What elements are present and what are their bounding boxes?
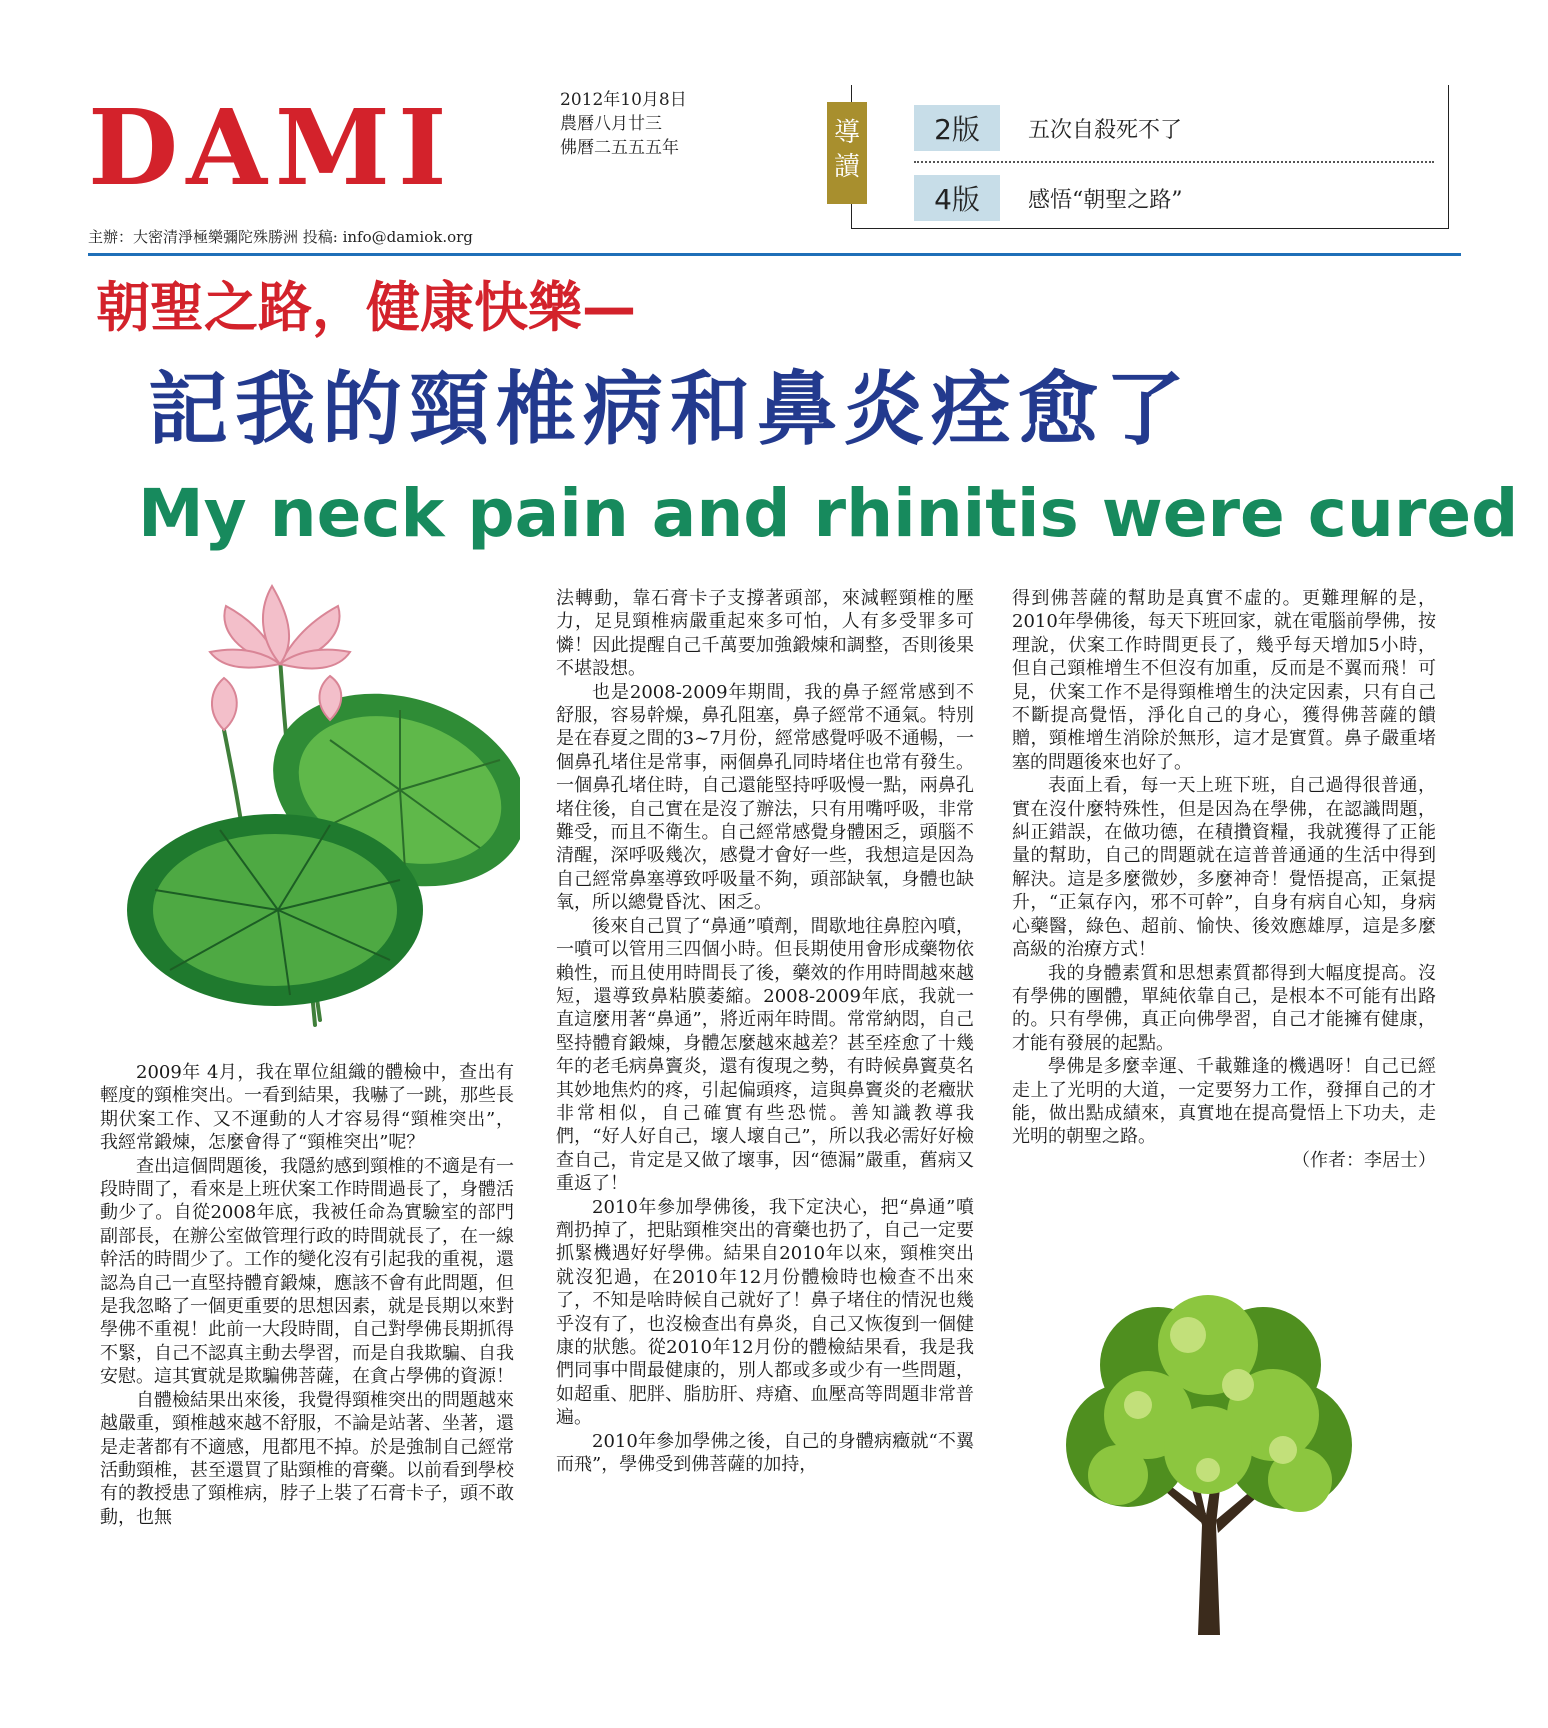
headline-line-1: 朝聖之路，健康快樂— [96, 276, 636, 339]
sponsor-line: 主辦：大密清淨極樂彌陀殊勝洲 投稿: info@damiok.org [88, 228, 473, 246]
guide-page-number: 4版 [914, 175, 1000, 221]
article-column-3 [1012, 587, 1436, 1172]
date-gregorian: 2012年10月8日 [560, 90, 687, 110]
article-paragraph: 我的身體素質和思想素質都得到大幅度提高。沒有學佛的團體，單純依靠自己，是根本不可能有出路的。只有學佛，真正向佛學習，自己才能擁有健康，才能有發展的起點。 [1012, 962, 1436, 1054]
guide-item-page-2[interactable] [914, 105, 1434, 151]
guide-tag-char: 導 [833, 118, 860, 148]
article-paragraph: 自體檢結果出來後，我覺得頸椎突出的問題越來越嚴重，頸椎越來越不舒服，不論是站著、坐著，還是走著都有不適感，甩都甩不掉。於是強制自己經常活動頸椎，甚至還買了貼頸椎的膏藥。以前看到學校有的教授患了頸椎病，脖子上裝了石膏卡子，頭不敢動，也無 [100, 1389, 514, 1528]
headline-line-2: 記我的頸椎病和鼻炎痊愈了 [148, 363, 1192, 456]
issue-dates [560, 88, 687, 160]
guide-divider [914, 161, 1434, 163]
guide-title: 感悟“朝聖之路” [1028, 187, 1183, 213]
guide-item-page-4[interactable] [914, 175, 1434, 221]
guide-page-number: 2版 [914, 105, 1000, 151]
article-paragraph: 法轉動，靠石膏卡子支撐著頭部，來減輕頸椎的壓力，足見頸椎病嚴重起來多可怕，人有多受罪多可憐！因此提醒自己千萬要加強鍛煉和調整，否則後果不堪設想。 [556, 588, 974, 680]
article-paragraph: 2010年參加學佛之後，自己的身體病癥就“不翼而飛”，學佛受到佛菩薩的加持， [556, 1430, 974, 1476]
article-paragraph: 2010年參加學佛後，我下定決心，把“鼻通”噴劑扔掉了，把貼頸椎突出的膏藥也扔了，自己一定要抓緊機遇好好學佛。結果自2010年以來，頸椎突出就沒犯過，在2010年12月份體檢時也檢查不出來了，不知是啥時候自己就好了！鼻子堵住的情況也幾乎沒有了，也沒檢查出有鼻炎，自己又恢復到一個健康的狀態。從2010年12月份的體檢結果看，我是我們同事中間最健康的，別人都或多或少有一些問題，如超重、肥胖、脂肪肝、痔瘡、血壓高等問題非常普遍。 [556, 1196, 974, 1429]
date-lunar: 農曆八月廿三 [560, 114, 662, 134]
article-column-1 [100, 1061, 514, 1529]
article-paragraph: 後來自己買了“鼻通”噴劑，間歇地往鼻腔內噴，一噴可以管用三四個小時。但長期使用會形成藥物依賴性，而且使用時間長了後，藥效的作用時間越來越短，還導致鼻粘膜萎縮。2008-2009年底，我就一直這麼用著“鼻通”，將近兩年時間。常常納悶，自己堅持體育鍛煉，身體怎麼越來越差？甚至痊愈了十幾年的老毛病鼻竇炎，還有復現之勢，有時候鼻竇莫名其妙地焦灼的疼，引起偏頭疼，這與鼻竇炎的老癥狀非常相似，自己確實有些恐慌。善知識教導我們，“好人好自己，壞人壞自己”，所以我必需好好檢查自己，肯定是又做了壞事，因“德漏”嚴重，舊病又重返了！ [556, 915, 974, 1195]
lotus-illustration [100, 580, 520, 1050]
guide-tag [827, 102, 867, 204]
headline-english: My neck pain and rhinitis were cured [138, 475, 1519, 552]
article-author: （作者：李居士） [1292, 1149, 1436, 1171]
tree-illustration [1038, 1275, 1378, 1635]
guide-title: 五次自殺死不了 [1028, 117, 1183, 143]
header-rule [88, 253, 1461, 256]
article-paragraph: 2009年 4月，我在單位組織的體檢中，查出有輕度的頸椎突出。一看到結果，我嚇了一跳，那些長期伏案工作、又不運動的人才容易得“頸椎突出”，我經常鍛煉，怎麼會得了“頸椎突出”呢？ [100, 1062, 514, 1154]
article-paragraph: 學佛是多麼幸運、千載難逢的機遇呀！自己已經走上了光明的大道，一定要努力工作，發揮自己的才能，做出點成績來，真實地在提高覺悟上下功夫，走光明的朝聖之路。 [1012, 1056, 1436, 1148]
article-paragraph: 表面上看，每一天上班下班，自己過得很普通，實在沒什麼特殊性，但是因為在學佛，在認識問題，糾正錯誤，在做功德，在積攢資糧，我就獲得了正能量的幫助，自己的問題就在這普普通通的生活中得到解決。這是多麼微妙，多麼神奇！覺悟提高，正氣提升，“正氣存內，邪不可幹”，自身有病自心知，身病心藥醫，綠色、超前、愉快、後效應雄厚，這是多麼高級的治療方式！ [1012, 775, 1436, 961]
masthead-logo: DAMI [88, 86, 455, 209]
guide-box [851, 85, 1449, 229]
article-column-2 [556, 587, 974, 1476]
article-paragraph: 得到佛菩薩的幫助是真實不虛的。更難理解的是，2010年學佛後，每天下班回家，就在電腦前學佛，按理說，伏案工作時間更長了，幾乎每天增加5小時，但自己頸椎增生不但沒有加重，反而是不翼而飛！可見，伏案工作不是得頸椎增生的決定因素，只有自己不斷提高覺悟，淨化自己的身心，獲得佛菩薩的饋贈，頸椎增生消除於無形，這才是實質。鼻子嚴重堵塞的問題後來也好了。 [1012, 588, 1436, 773]
date-buddhist: 佛曆二五五五年 [560, 138, 679, 158]
article-paragraph: 查出這個問題後，我隱約感到頸椎的不適是有一段時間了，看來是上班伏案工作時間過長了，身體活動少了。自從2008年底，我被任命為實驗室的部門副部長，在辦公室做管理行政的時間就長了，在一線幹活的時間少了。工作的變化沒有引起我的重視，還認為自己一直堅持體育鍛煉，應該不會有此問題，但是我忽略了一個更重要的思想因素，就是長期以來對學佛不重視！此前一大段時間，自己對學佛長期抓得不緊，自己不認真主動去學習，而是自我欺騙、自我安慰。這其實就是欺騙佛菩薩，在貪占學佛的資源！ [100, 1155, 514, 1388]
guide-tag-char: 讀 [833, 152, 860, 182]
article-paragraph: 也是2008-2009年期間，我的鼻子經常感到不舒服，容易幹燥，鼻孔阻塞，鼻子經常不通氣。特別是在春夏之間的3~7月份，經常感覺呼吸不通暢，一個鼻孔堵住是常事，兩個鼻孔同時堵住也常有發生。一個鼻孔堵住時，自己還能堅持呼吸慢一點，兩鼻孔堵住後，自己實在是沒了辦法，只有用嘴呼吸，非常難受，而且不衛生。自己經常感覺身體困乏，頭腦不清醒，深呼吸幾次，感覺才會好一些，我想這是因為自己經常鼻塞導致呼吸量不夠，頭部缺氧，身體也缺氧，所以總覺昏沈、困乏。 [556, 681, 974, 914]
